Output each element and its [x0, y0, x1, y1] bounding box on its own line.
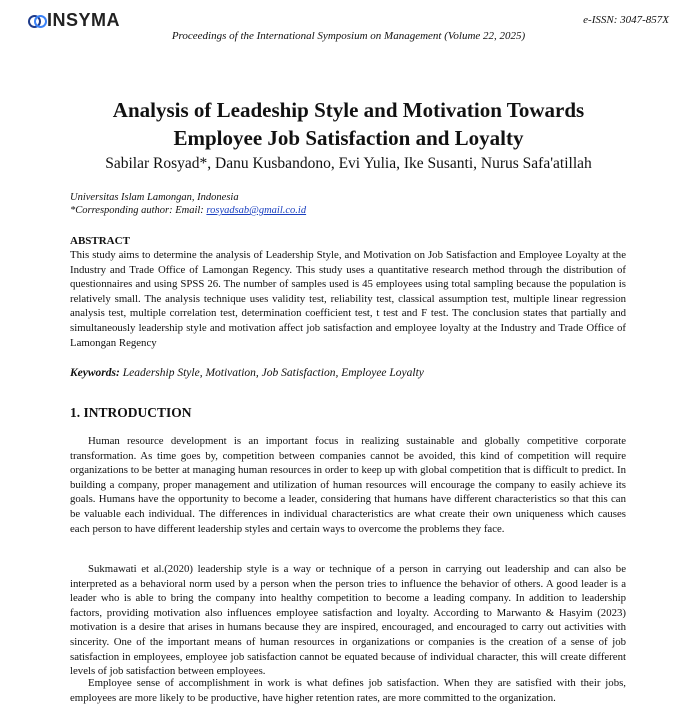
title-line-1: Analysis of Leadeship Style and Motivation Towards: [112, 98, 585, 122]
intro-paragraph-3: Employee sense of accomplishment in work is what defines job satisfaction. When they are satisfied with their jobs, employees are more likely to be productive, have higher retention rates, are more committed to the organization.: [70, 677, 626, 704]
abstract-heading: ABSTRACT: [70, 235, 130, 247]
keywords-label: Keywords:: [70, 367, 120, 379]
keywords-text: Leadership Style, Motivation, Job Satisfaction, Employee Loyalty: [119, 367, 424, 379]
intro-paragraph-1: Human resource development is an important focus in realizing sustainable and globally competitive corporate transformation. As time goes by, competition between companies cannot be avoided, this kind of competition will require organizations to be better at managing human resources in order to keep up with global competition that is difficult to predict. In building a company, proper management and utilization of human resources will encourage the company to easily achieve its goals. Humans have the opportunity to become a leader, considering that humans have different characteristics so that this can be valuable each individual. The differences in individual characteristics are what create their own uniqueness which causes each person to have different leadership styles and certain ways to overcome the problems they face.: [70, 435, 626, 535]
institution: Universitas Islam Lamongan, Indonesia: [70, 192, 239, 203]
page-header: [28, 8, 669, 48]
paper-title: [28, 96, 669, 152]
logo-rings-icon: [28, 12, 46, 30]
introduction-heading: 1. INTRODUCTION: [70, 405, 192, 420]
intro-paragraph-2: Sukmawati et al.(2020) leadership style is a way or technique of a person in carrying out leadership and can also be interpreted as a behavioral norm used by a person when the person tries to influence the behavior of others. A good leader is a leader who is able to bring the company into healthy competition to become a leading company. In addition to leadership factors, providing motivation also influences employee satisfaction and loyalty. According to Marwanto & Hasyim (2023) motivation is a desire that arises in humans because they are inspired, encouraged, and encouraged to carry out activities with sincerity. One of the important means of human resources in organizations or companies is the creation of a sense of job satisfaction in employees, employee job satisfaction cannot be equated because of individual character, this will create different levels of job satisfaction between employees.: [70, 563, 626, 678]
corresponding-author: [70, 204, 306, 217]
affiliation: [70, 191, 306, 217]
author-list: Sabilar Rosyad*, Danu Kusbandono, Evi Yulia, Ike Susanti, Nurus Safa'atillah: [105, 155, 592, 172]
insyma-logo: [28, 10, 120, 31]
abstract-text: This study aims to determine the analysis of Leadership Style, and Motivation on Job Satisfaction and Employee Loyalty at the Industry and Trade Office of Lamongan Regency. This study uses a quantitative research method through the distribution of questionnaires and using SPSS 26. The number of samples used is 45 employees using total sampling because the population is relatively small. The analysis technique uses validity test, reliability test, classical assumption test, multiple linear regression analysis test, multiple correlation test, determination coefficient test, t test and F test. The conclusion states that partially and simultaneously leadership style and motivation affect job satisfaction and employee loyalty at the Industry and Trade Office of Lamongan Regency: [70, 249, 626, 349]
title-line-2: Employee Job Satisfaction and Loyalty: [173, 126, 524, 150]
corresponding-label: *Corresponding author: Email:: [70, 205, 207, 216]
logo-text: INSYMA: [47, 10, 121, 30]
keywords: [70, 366, 626, 381]
email-link[interactable]: rosyadsab@gmail.co.id: [206, 205, 307, 216]
issn-number: e-ISSN: 3047-857X: [583, 14, 669, 26]
proceedings-line: Proceedings of the International Symposium on Management (Volume 22, 2025): [171, 30, 526, 42]
